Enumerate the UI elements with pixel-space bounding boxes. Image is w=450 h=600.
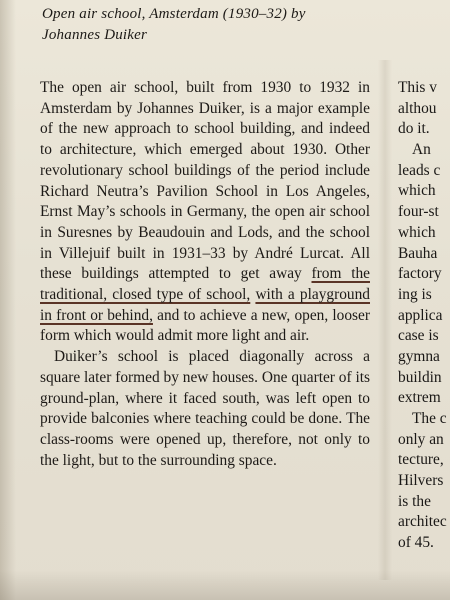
paragraph-1 (40, 78, 370, 347)
paragraph-1-text-c: and to achieve a new, open, looser form which would admit more light and air. (40, 306, 370, 345)
right-text-column (398, 78, 450, 554)
right-line: An (412, 141, 431, 159)
right-line: do it. (398, 120, 430, 138)
right-line: buildin (398, 368, 442, 386)
column-gutter (378, 60, 392, 580)
main-text-column (40, 78, 370, 471)
paragraph-2: Duiker’s school is placed diagonally across a square later formed by new houses. One quarter of its ground-plan, where it faced south, was left open to provide balconies where teaching could be done. The class-rooms were opened up, therefore, not only to the light, but to the surrounding space. (40, 348, 370, 469)
right-line: factory (398, 265, 442, 283)
right-line: architec (398, 513, 447, 531)
paragraph-1-text-a: The open air school, built from 1930 to 1932 in Amsterdam by Johannes Duiker, is a major example of the new approach to school building, and indeed to architecture, which emerged about 1930. Other revolutionary school buildings of the period include Richard Neutra’s Pavilion School in Los Angeles, Ernst May’s schools in Germany, the open air school in Suresnes by Beaudouin and Lods, and the school in Villejuif built in 1931–33 by André Lurcat. All these buildings attempted to get away (40, 79, 370, 283)
right-line: extrem (398, 389, 441, 407)
figure-caption (42, 4, 402, 46)
right-line: leads c (398, 161, 441, 179)
right-line: ing is (398, 285, 432, 303)
right-line: gymna (398, 347, 440, 365)
page-edge-shadow (0, 0, 16, 600)
right-line: tecture, (398, 451, 444, 469)
right-line: only an (398, 430, 444, 448)
caption-line-2: Johannes Duiker (42, 27, 148, 43)
right-line: which (398, 182, 436, 200)
caption-line-1: Open air school, Amsterdam (1930–32) by (42, 6, 306, 22)
right-line: case is (398, 327, 439, 345)
right-line: of 45. (398, 534, 434, 552)
right-line: The c (412, 410, 447, 427)
underlined-phrase-1: from the traditional, closed type of school, (40, 265, 370, 304)
right-line: Hilvers (398, 472, 444, 490)
underlined-phrase-2: with a playground in front or behind, (40, 286, 370, 324)
right-line: which (398, 223, 436, 241)
right-line: applica (398, 306, 443, 324)
right-line: althou (398, 99, 437, 117)
right-line: four-st (398, 203, 439, 221)
right-line: This v (398, 79, 437, 96)
right-line: is the (398, 492, 431, 510)
right-line: Bauha (398, 244, 438, 262)
page-bottom-shadow (0, 570, 450, 600)
